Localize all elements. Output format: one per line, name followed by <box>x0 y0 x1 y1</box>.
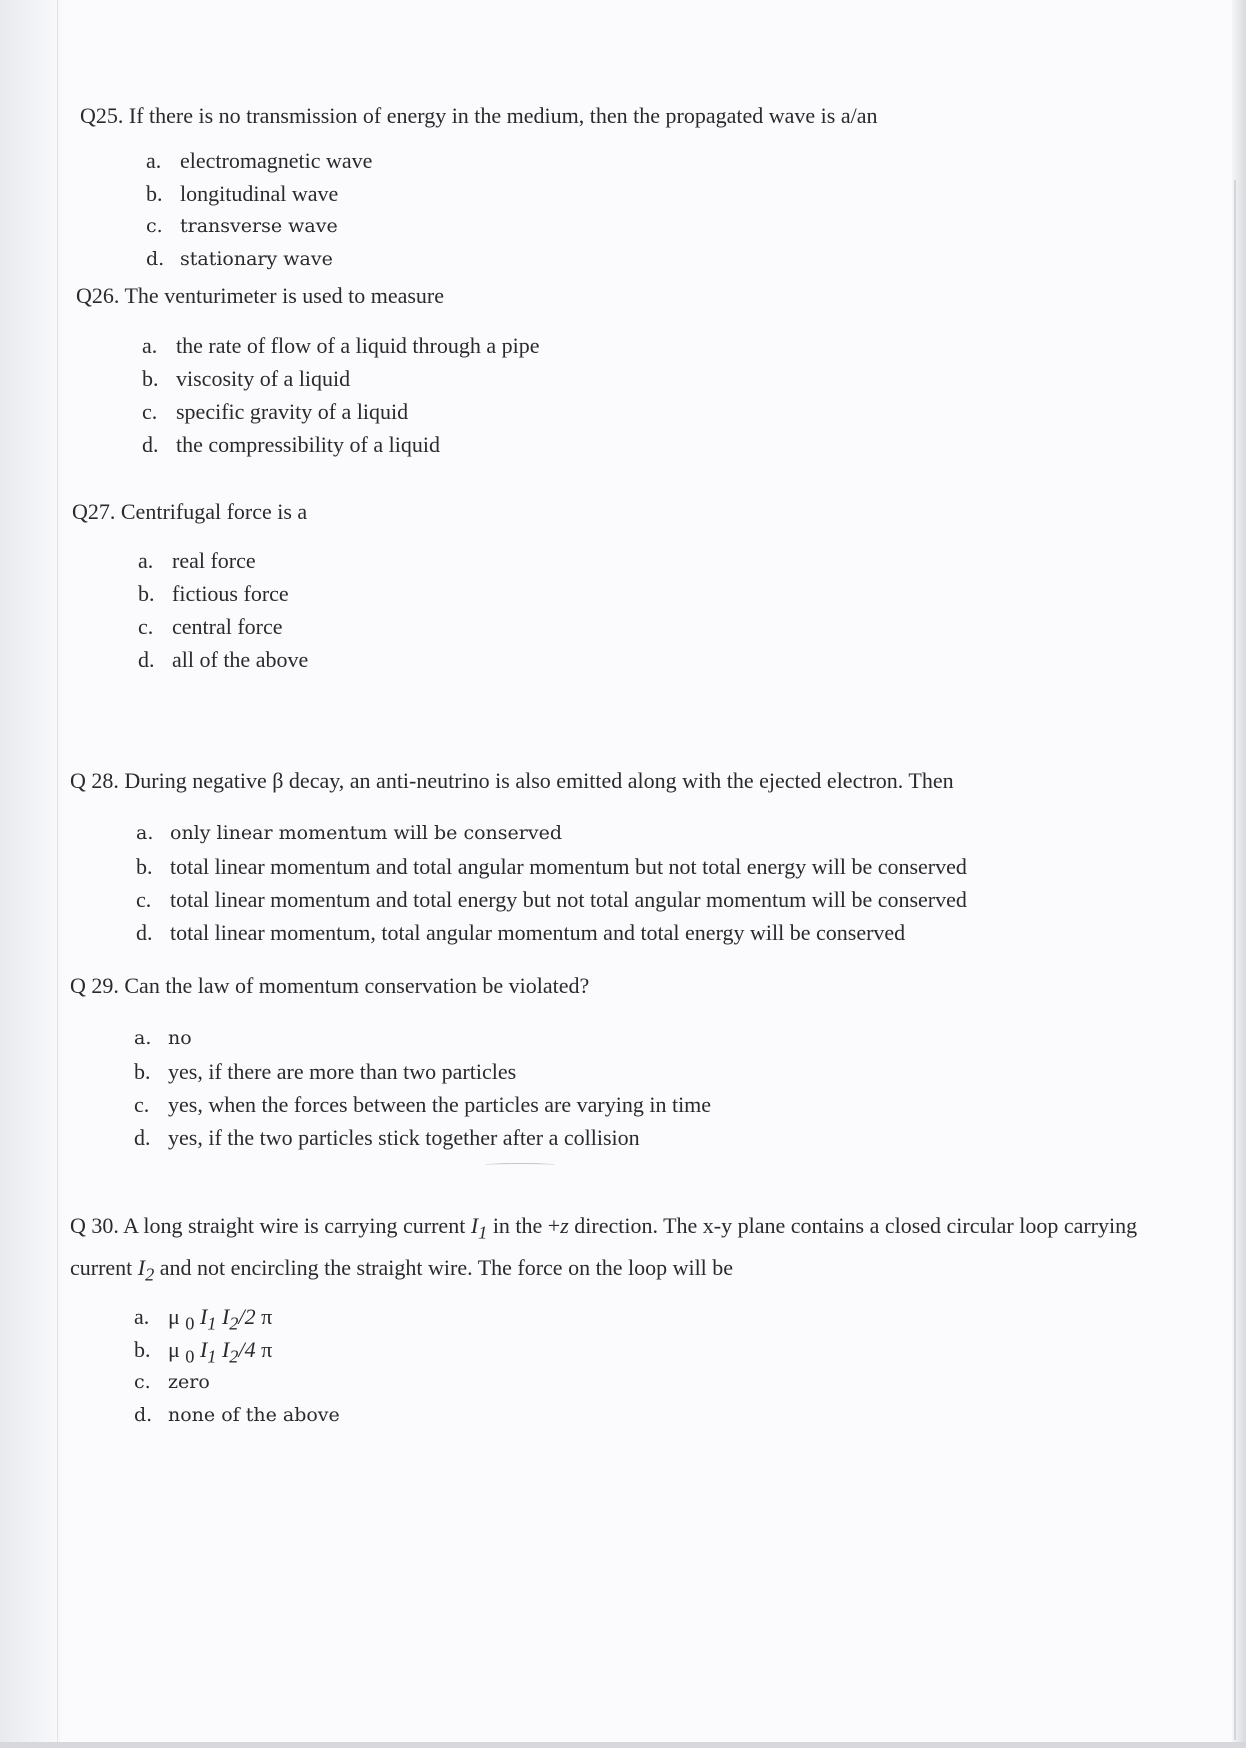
option-text: real force <box>172 548 256 573</box>
mu-symbol: μ <box>168 1337 180 1362</box>
option-letter: d. <box>134 1125 151 1150</box>
subscript: 2 <box>145 1264 155 1285</box>
option[interactable] <box>136 850 967 883</box>
question-26-options <box>142 329 540 461</box>
subscript: 1 <box>478 1222 488 1243</box>
option-text: longitudinal wave <box>180 181 339 206</box>
option-text: viscosity of a liquid <box>176 366 351 391</box>
scan-bottom-edge <box>0 1742 1246 1748</box>
current-symbol: I <box>221 1304 230 1329</box>
option-text: no <box>168 1027 192 1049</box>
option-text: the rate of flow of a liquid through a pipe <box>176 333 540 358</box>
question-29: Q 29. Can the law of momentum conservation be violated? <box>70 973 590 998</box>
option-letter: c. <box>136 887 152 912</box>
option-text: zero <box>168 1371 210 1393</box>
option[interactable] <box>134 1121 711 1154</box>
option-text: all of the above <box>172 647 309 672</box>
option[interactable] <box>146 243 372 276</box>
axis-symbol: z <box>560 1213 569 1238</box>
current-symbol: I <box>137 1255 146 1281</box>
option-letter: c. <box>134 1371 151 1393</box>
option-text: total linear momentum and total angular momentum but not total energy will be conserved <box>170 854 967 879</box>
question-26: Q26. The venturimeter is used to measure <box>76 283 444 308</box>
option[interactable] <box>136 883 967 916</box>
option-text: none of the above <box>168 1404 340 1426</box>
scan-left-edge <box>57 0 58 1748</box>
scan-smudge <box>485 1163 555 1167</box>
option[interactable] <box>138 643 308 676</box>
option-text: central force <box>172 614 283 639</box>
subscript: 0 <box>185 1346 195 1367</box>
option[interactable] <box>134 1366 340 1399</box>
option-text: transverse wave <box>180 215 338 237</box>
option[interactable] <box>142 395 540 428</box>
option[interactable] <box>136 817 967 850</box>
current-symbol: I <box>199 1304 208 1329</box>
current-symbol: I <box>221 1337 230 1362</box>
divisor: /4 <box>238 1337 256 1362</box>
option[interactable] <box>138 577 308 610</box>
question-25-options <box>146 144 372 276</box>
question-28: Q 28. During negative β decay, an anti-neutrino is also emitted along with the ejected electron. Then <box>70 768 954 793</box>
option-letter: c. <box>138 614 154 639</box>
option-letter: a. <box>146 148 162 173</box>
question-27: Q27. Centrifugal force is a <box>72 499 308 524</box>
option-text: total linear momentum and total energy but not total angular momentum will be conserved <box>170 887 967 912</box>
option-text: yes, if the two particles stick together after a collision <box>168 1125 640 1150</box>
option-text: yes, if there are more than two particles <box>168 1059 517 1084</box>
option[interactable] <box>142 329 540 362</box>
option-letter: a. <box>136 822 154 844</box>
option-text: specific gravity of a liquid <box>176 399 409 424</box>
question-30 <box>70 1208 1180 1293</box>
option-letter: c. <box>146 215 163 237</box>
option-text: the compressibility of a liquid <box>176 432 440 457</box>
option-text: yes, when the forces between the particles are varying in time <box>168 1092 712 1117</box>
option-letter: b. <box>146 181 163 206</box>
scan-right-edge <box>1234 180 1236 1740</box>
option-text: electromagnetic wave <box>180 148 373 173</box>
option-text: total linear momentum, total angular momentum and total energy will be conserved <box>170 920 906 945</box>
option-letter: a. <box>134 1304 150 1329</box>
option[interactable] <box>138 610 308 643</box>
text-run: in the + <box>487 1213 561 1238</box>
scan-left-shadow <box>0 0 62 1748</box>
divisor: /2 <box>238 1304 256 1329</box>
subscript: 0 <box>185 1313 195 1334</box>
option-letter: b. <box>138 581 155 606</box>
option-letter: d. <box>146 248 165 270</box>
option-letter: d. <box>134 1404 153 1426</box>
option[interactable] <box>146 177 372 210</box>
subscript: 1 <box>207 1346 217 1367</box>
subscript: 2 <box>229 1346 239 1367</box>
option-letter: a. <box>138 548 154 573</box>
text-run: and not encircling the straight wire. The force on the loop will be <box>154 1255 734 1281</box>
pi-symbol: π <box>261 1337 273 1362</box>
text-run: direction. The x-y plane contains a closed circular loop carrying current <box>70 1213 1138 1281</box>
option[interactable] <box>134 1399 340 1432</box>
option[interactable] <box>134 1055 711 1088</box>
option-letter: b. <box>134 1337 151 1362</box>
option-letter: b. <box>142 366 159 391</box>
option[interactable] <box>138 544 308 577</box>
question-30-options <box>134 1300 340 1432</box>
option-text: only linear momentum will be conserved <box>170 822 563 844</box>
option-letter: a. <box>142 333 158 358</box>
question-25: Q25. If there is no transmission of energy in the medium, then the propagated wave is a/an <box>80 103 878 128</box>
question-29-options <box>134 1022 711 1154</box>
current-symbol: I <box>470 1213 479 1238</box>
option[interactable] <box>134 1300 340 1333</box>
subscript: 2 <box>229 1313 239 1334</box>
mu-symbol: μ <box>168 1304 180 1329</box>
option-letter: c. <box>134 1092 150 1117</box>
option[interactable] <box>134 1088 711 1121</box>
option[interactable] <box>142 428 540 461</box>
option-letter: b. <box>136 854 153 879</box>
current-symbol: I <box>199 1337 208 1362</box>
option-letter: d. <box>138 647 155 672</box>
option[interactable] <box>146 144 372 177</box>
option-letter: d. <box>142 432 159 457</box>
option-text: stationary wave <box>180 248 333 270</box>
option-letter: d. <box>136 920 153 945</box>
option-letter: a. <box>134 1027 152 1049</box>
question-28-options <box>136 817 967 949</box>
subscript: 1 <box>207 1313 217 1334</box>
option[interactable] <box>134 1022 711 1055</box>
question-27-options <box>138 544 308 676</box>
option[interactable] <box>136 916 967 949</box>
text-run: Q 30. A long straight wire is carrying current <box>70 1213 471 1238</box>
pi-symbol: π <box>261 1304 273 1329</box>
option[interactable] <box>146 210 372 243</box>
option-text: fictious force <box>172 581 289 606</box>
option-letter: b. <box>134 1059 151 1084</box>
option-letter: c. <box>142 399 158 424</box>
option[interactable] <box>134 1333 340 1366</box>
option[interactable] <box>142 362 540 395</box>
